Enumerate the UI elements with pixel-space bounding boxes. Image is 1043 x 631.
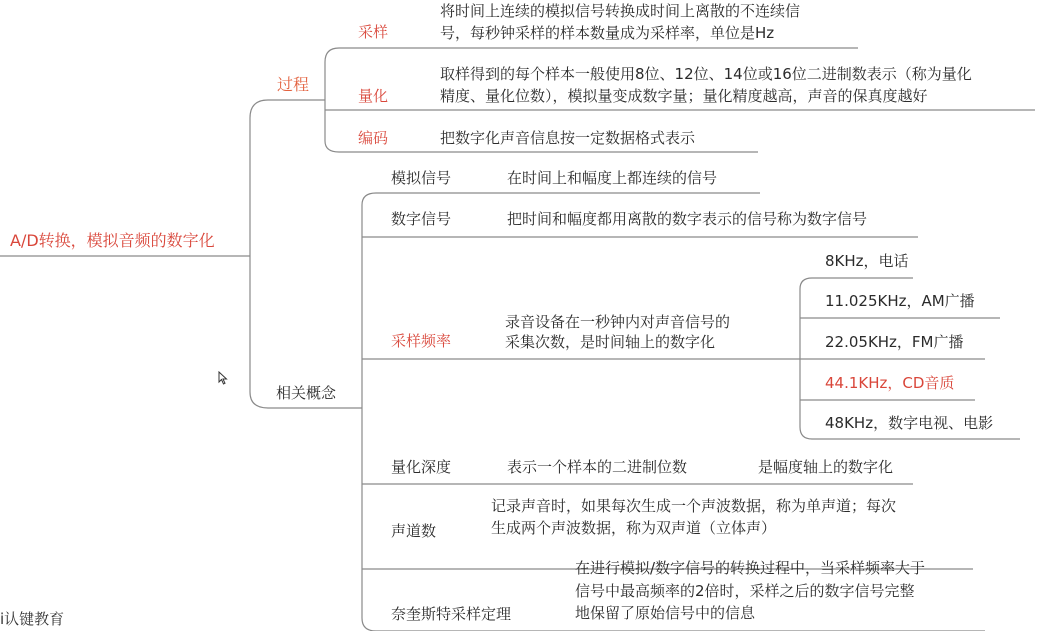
concept-analog-signal-desc: 在时间上和幅度上都连续的信号 [507, 169, 718, 187]
concept-sample-rate-desc-line1: 录音设备在一秒钟内对声音信号的 [505, 313, 731, 331]
branch-process[interactable]: 过程 [277, 75, 310, 94]
concept-nyquist-desc-line1: 在进行模拟/数字信号的转换过程中，当采样频率大于 [575, 559, 926, 577]
concept-channels[interactable]: 声道数 [391, 522, 437, 540]
concept-sample-rate-desc-line2: 采集次数，是时间轴上的数字化 [505, 333, 716, 351]
concept-channels-desc-line1: 记录声音时，如果每次生成一个声波数据，称为单声道；每次 [491, 497, 897, 515]
process-encoding-desc: 把数字化声音信息按一定数据格式表示 [440, 129, 696, 147]
process-encoding[interactable]: 编码 [358, 129, 389, 147]
branch-concepts[interactable]: 相关概念 [276, 384, 337, 402]
concept-nyquist-desc-line3: 地保留了原始信号中的信息 [575, 604, 756, 622]
process-sampling-desc-line2: 号，每秒钟采样的样本数量成为采样率，单位是Hz [440, 24, 775, 42]
process-quantization-desc-line1: 取样得到的每个样本一般使用8位、12位、14位或16位二进制数表示（称为量化 [440, 65, 972, 83]
process-sampling[interactable]: 采样 [358, 23, 389, 41]
root-node[interactable]: A/D转换，模拟音频的数字化 [10, 231, 215, 250]
process-sampling-desc-line1: 将时间上连续的模拟信号转换成时间上离散的不连续信 [440, 2, 801, 20]
watermark: i认键教育 [0, 610, 65, 628]
mouse-pointer-icon [218, 371, 228, 385]
process-quantization[interactable]: 量化 [358, 87, 389, 105]
concept-channels-desc-line2: 生成两个声波数据，称为双声道（立体声） [491, 519, 777, 537]
rate-22khz[interactable]: 22.05KHz，FM广播 [825, 333, 964, 351]
concept-nyquist-desc-line2: 信号中最高频率的2倍时，采样之后的数字信号完整 [575, 582, 915, 600]
concept-bit-depth-desc: 表示一个样本的二进制位数 [507, 458, 688, 476]
rate-48khz[interactable]: 48KHz，数字电视、电影 [825, 414, 994, 432]
concept-digital-signal-desc: 把时间和幅度都用离散的数字表示的信号称为数字信号 [507, 210, 868, 228]
concept-sample-rate[interactable]: 采样频率 [391, 332, 452, 350]
concept-nyquist[interactable]: 奈奎斯特采样定理 [391, 605, 512, 623]
rate-8khz[interactable]: 8KHz，电话 [825, 252, 909, 270]
concept-bit-depth-note: 是幅度轴上的数字化 [758, 458, 894, 476]
rate-44khz[interactable]: 44.1KHz，CD音质 [825, 374, 955, 392]
concept-bit-depth[interactable]: 量化深度 [391, 458, 452, 476]
concept-digital-signal[interactable]: 数字信号 [391, 210, 452, 228]
process-quantization-desc-line2: 精度、量化位数），模拟量变成数字量；量化精度越高，声音的保真度越好 [440, 87, 928, 105]
concept-analog-signal[interactable]: 模拟信号 [391, 169, 452, 187]
rate-11khz[interactable]: 11.025KHz，AM广播 [825, 292, 975, 310]
